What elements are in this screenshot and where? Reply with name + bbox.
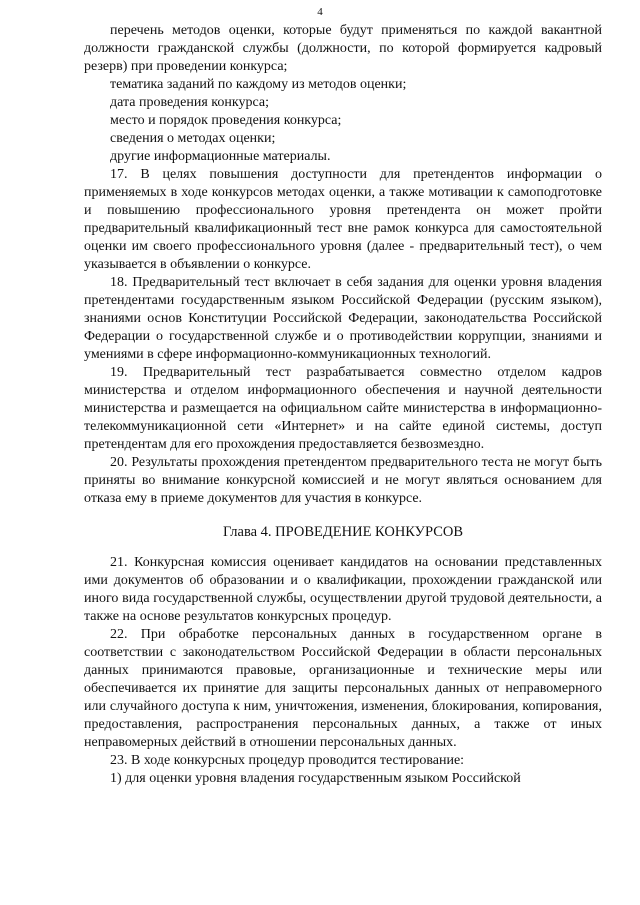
- list-item-other-materials: другие информационные материалы.: [110, 149, 331, 164]
- list-item-contest-date: дата проведения конкурса;: [110, 95, 269, 110]
- page-number: 4: [317, 6, 323, 18]
- paragraph-18: 18. Предварительный тест включает в себя задания для оценки уровня владения претендентами государственным языком Российской Федерации (русским языком), знаниями основ Конституции Российской Федерации, законодательства Российской Федерации о государственной службе и о противодействии коррупции, знаниями и умениями в сфере информационно-коммуникационных технологий.: [84, 275, 602, 362]
- paragraph-assessment-methods: перечень методов оценки, которые будут применяться по каждой вакантной должности гражданской службы (должности, по которой формируется кадровый резерв) при проведении конкурса;: [84, 23, 602, 74]
- paragraph-22: 22. При обработке персональных данных в государственном органе в соответствии с законодательством Российской Федерации в области персональных данных принимаются правовые, организационные и технические меры или обеспечивается их принятие для защиты персональных данных от неправомерного или случайного доступа к ним, уничтожения, изменения, блокирования, копирования, предоставления, распространения персональных данных, а также от иных неправомерных действий в отношении персональных данных.: [84, 627, 602, 750]
- chapter-heading: Глава 4. ПРОВЕДЕНИЕ КОНКУРСОВ: [222, 524, 464, 540]
- paragraph-23-item-1: 1) для оценки уровня владения государственным языком Российской: [110, 771, 521, 786]
- document-body: [84, 22, 602, 788]
- paragraph-20: 20. Результаты прохождения претендентом предварительного теста не могут быть приняты во внимание конкурсной комиссией и не могут являться основанием для отказа ему в приеме документов для участия в конкурсе.: [84, 455, 602, 506]
- paragraph-19: 19. Предварительный тест разрабатывается совместно отделом кадров министерства и отделом информационного обеспечения и научной деятельности министерства и размещается на официальном сайте министерства в информационно-телекоммуникационной сети «Интернет» и на сайте единой системы, доступ претендентам для его прохождения предоставляется безвозмездно.: [84, 365, 602, 452]
- paragraph-23: 23. В ходе конкурсных процедур проводится тестирование:: [110, 753, 465, 768]
- list-item-task-topics: тематика заданий по каждому из методов оценки;: [110, 77, 407, 92]
- list-item-methods-info: сведения о методах оценки;: [110, 131, 276, 146]
- list-item-contest-place: место и порядок проведения конкурса;: [110, 113, 342, 128]
- paragraph-21: 21. Конкурсная комиссия оценивает кандидатов на основании представленных ими документов об образовании и о квалификации, прохождении гражданской или иного вида государственной службы, осуществлении другой трудовой деятельности, а также на основе результатов конкурсных процедур.: [84, 555, 602, 624]
- paragraph-17: 17. В целях повышения доступности для претендентов информации о применяемых в ходе конкурсов методах оценки, а также мотивации к самоподготовке и повышению профессионального уровня претендента он может пройти предварительный квалификационный тест вне рамок конкурса для самостоятельной оценки им своего профессионального уровня (далее - предварительный тест), о чем указывается в объявлении о конкурсе.: [84, 167, 602, 272]
